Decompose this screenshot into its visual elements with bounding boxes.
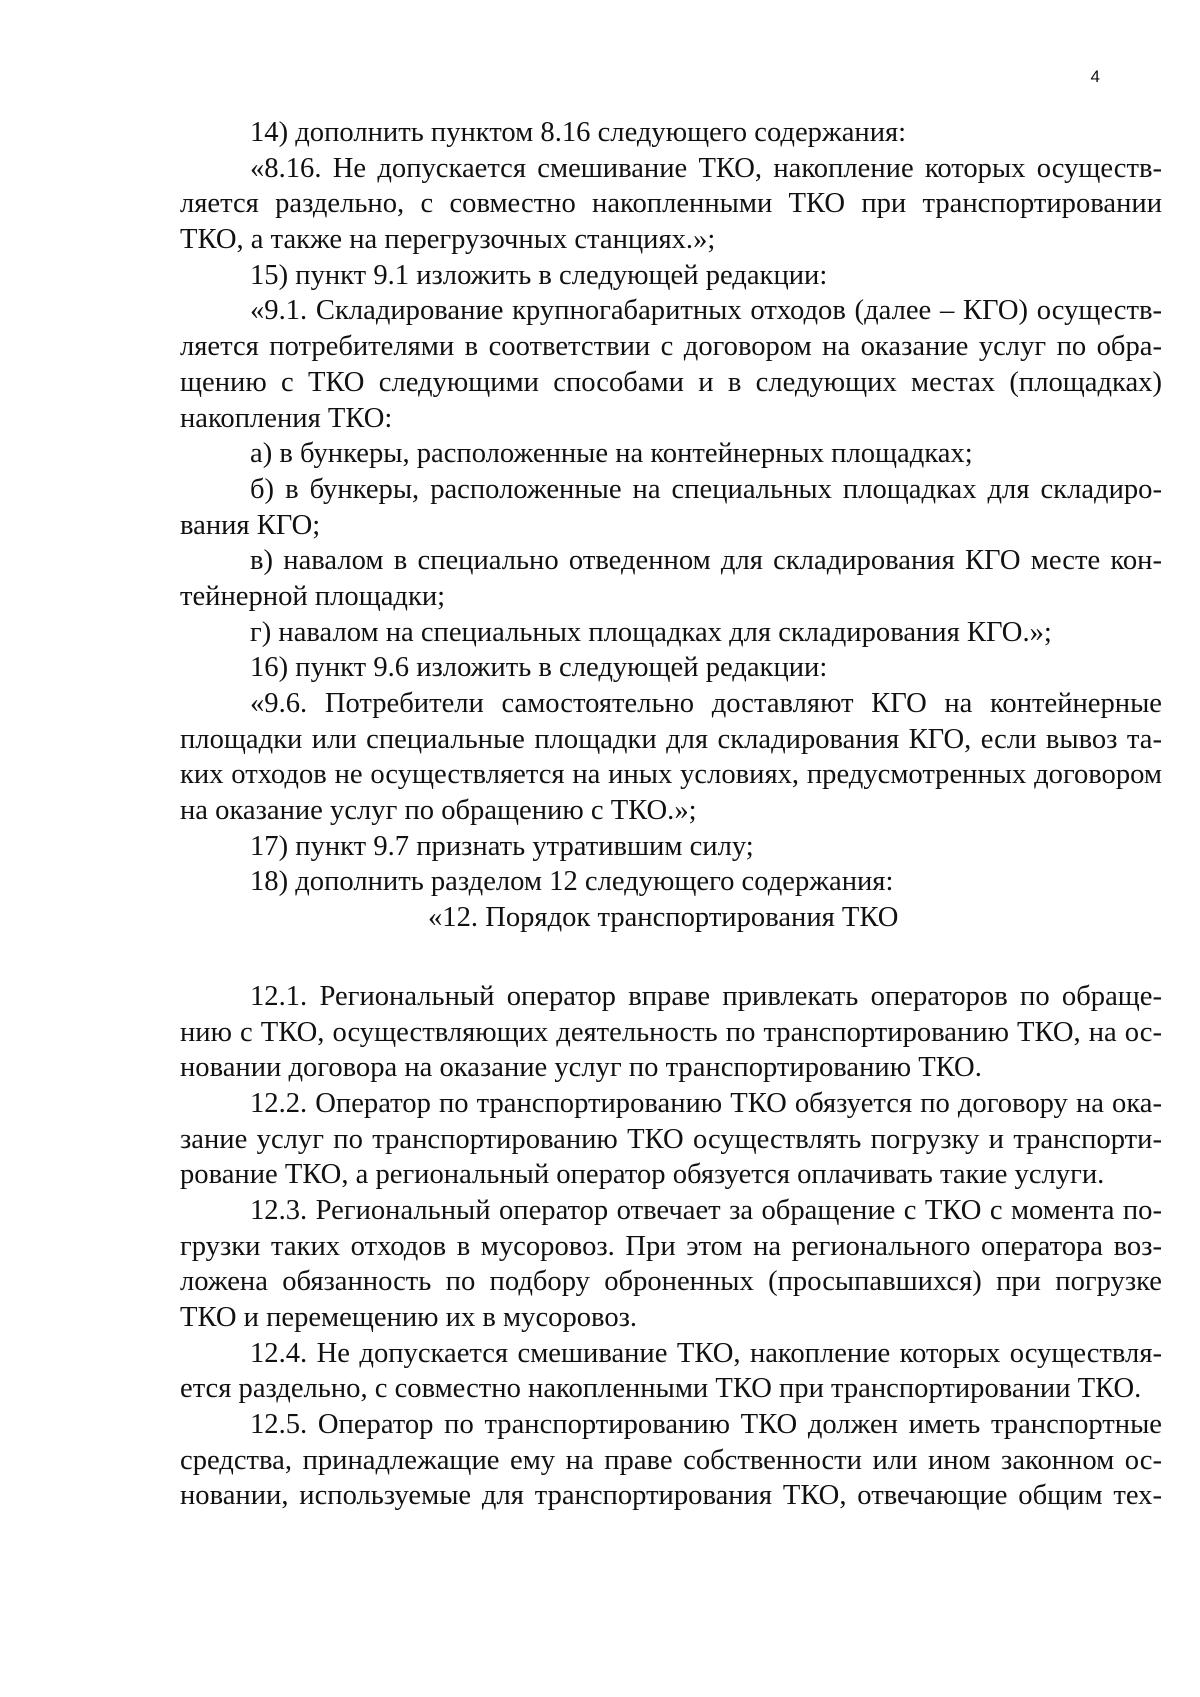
text-line: ких отходов не осуществляется на иных условиях, предусмотренных договором [180, 759, 1162, 791]
text-line: 12.4. Не допускается смешивание ТКО, накопление которых осуществля- [250, 1337, 1162, 1369]
text-line: ТКО, а также на перегрузочных станциях.»; [180, 224, 716, 256]
text-line: новании, используемые для транспортирования ТКО, отвечающие общим тех- [180, 1480, 1162, 1512]
text-line: щению с ТКО следующими способами и в следующих местах (площадках) [180, 366, 1162, 398]
text-line: а) в бункеры, расположенные на контейнерных площадках; [250, 438, 973, 470]
text-line: в) навалом в специально отведенном для складирования КГО месте кон- [250, 545, 1162, 577]
text-line: рование ТКО, а региональный оператор обязуется оплачивать такие услуги. [180, 1159, 1105, 1191]
text-line: ляется потребителями в соответствии с договором на оказание услуг по обра- [180, 331, 1162, 363]
text-line: «8.16. Не допускается смешивание ТКО, накопление которых осуществ- [250, 152, 1162, 184]
text-line: 15) пункт 9.1 изложить в следующей редакции: [250, 259, 828, 291]
text-line: г) навалом на специальных площадках для складирования КГО.»; [250, 616, 1052, 648]
section-heading: «12. Порядок транспортирования ТКО [428, 902, 899, 934]
text-line: «9.6. Потребители самостоятельно доставляют КГО на контейнерные [250, 688, 1162, 719]
text-line: б) в бункеры, расположенные на специальных площадках для складиро- [250, 473, 1162, 505]
text-line: тейнерной площадки; [180, 580, 446, 612]
text-line: 14) дополнить пунктом 8.16 следующего содержания: [250, 117, 907, 148]
page-number: 4 [1090, 67, 1100, 86]
text-line: 18) дополнить разделом 12 следующего содержания: [250, 866, 894, 898]
text-line: вания КГО; [180, 509, 321, 541]
text-line: 16) пункт 9.6 изложить в следующей редакции: [250, 652, 828, 684]
text-line: нию с ТКО, осуществляющих деятельность по транспортированию ТКО, на ос- [180, 1016, 1162, 1048]
text-line: площадки или специальные площадки для складирования КГО, если вывоз та- [180, 723, 1162, 755]
text-line: новании договора на оказание услуг по транспортированию ТКО. [180, 1052, 982, 1084]
blank-line [180, 936, 1162, 979]
text-line: 17) пункт 9.7 признать утратившим силу; [250, 830, 754, 862]
text-line: 12.5. Оператор по транспортированию ТКО должен иметь транспортные [250, 1409, 1162, 1441]
text-line: ложена обязанность по подбору оброненных (просыпавшихся) при погрузке [180, 1266, 1162, 1298]
text-line: ТКО и перемещению их в мусоровоз. [180, 1302, 638, 1333]
text-line: зание услуг по транспортированию ТКО осуществлять погрузку и транспорти- [180, 1123, 1162, 1155]
text-line: 12.1. Региональный оператор вправе привлекать операторов по обраще- [250, 980, 1162, 1012]
document-body [180, 115, 1162, 1514]
text-line: 12.2. Оператор по транспортированию ТКО обязуется по договору на ока- [250, 1087, 1162, 1119]
text-line: накопления ТКО: [180, 402, 393, 434]
text-line: на оказание услуг по обращению с ТКО.»; [180, 795, 697, 827]
text-line: «9.1. Складирование крупногабаритных отходов (далее – КГО) осуществ- [250, 295, 1162, 327]
text-line: средства, принадлежащие ему на праве собственности или ином законном ос- [180, 1444, 1162, 1476]
text-line: грузки таких отходов в мусоровоз. При этом на регионального оператора воз- [180, 1230, 1162, 1262]
text-line: 12.3. Региональный оператор отвечает за обращение с ТКО с момента по- [250, 1194, 1162, 1226]
text-line: ляется раздельно, с совместно накопленными ТКО при транспортировании [180, 188, 1162, 220]
text-line: ется раздельно, с совместно накопленными ТКО при транспортировании ТКО. [180, 1373, 1142, 1405]
